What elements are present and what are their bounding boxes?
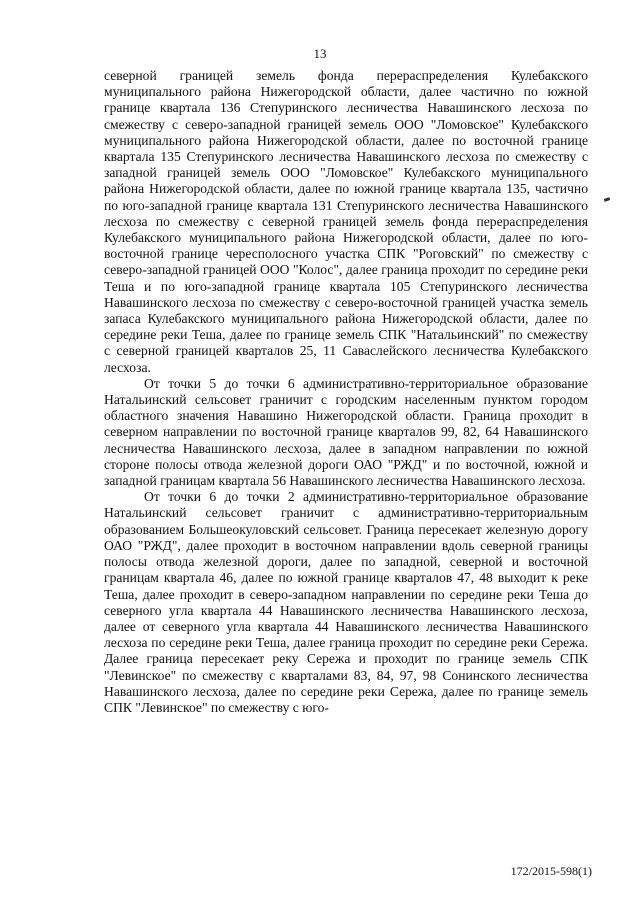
margin-mark xyxy=(604,197,611,202)
document-body xyxy=(104,68,588,716)
paragraph-continuation: северной границей земель фонда перераспределения Кулебакского муниципального района Нижегородской области, далее частично по южной границе квартала 136 Степуринского лесничества Навашинского лесхоза по смежеству с северо-западной границей земель ООО "Ломовское" Кулебакского муниципального района Нижегородской области, далее по восточной границе квартала 135 Степуринского лесничества Навашинского лесхоза по смежеству с западной границей земель ООО "Ломовское" Кулебакского муниципального района Нижегородской области, далее по южной границе квартала 135, частично по юго-западной границе квартала 131 Степуринского лесничества Навашинского лесхоза по смежеству с северной границей земель фонда перераспределения Кулебакского муниципального района Нижегородской области, далее по юго-восточной границе чересполосного участка СПК "Роговский" по смежеству с северо-западной границей ООО "Колос", далее граница проходит по середине реки Теша и по юго-западной границе квартала 105 Степуринского лесничества Навашинского лесхоза по смежеству с северо-восточной границей участка земель запаса Кулебакского муниципального района Нижегородской области, далее по середине реки Теша, далее по границе земель СПК "Натальинский" по смежеству с северной границей кварталов 25, 11 Саваслейского лесничества Кулебакского лесхоза. xyxy=(104,68,588,375)
page-number: 13 xyxy=(313,46,327,61)
paragraph-point-5-6: От точки 5 до точки 6 административно-территориальное образование Натальинский сельсовет граничит с городским населенным пунктом городом областного значения Навашино Нижегородской области. Граница проходит в северном направлении по восточной границе кварталов 99, 82, 64 Навашинского лесничества Навашинского лесхоза, далее в западном направлении по южной стороне полосы отвода железной дороги ОАО "РЖД" и по восточной, южной и западной границам квартала 56 Навашинского лесничества Навашинского лесхоза. xyxy=(104,375,588,489)
document-code: 172/2015-598(1) xyxy=(510,864,592,878)
paragraph-point-6-2: От точки 6 до точки 2 административно-территориальное образование Натальинский сельсовет граничит с административно-территориальным образованием Большеокуловский сельсовет. Граница пересекает железную дорогу ОАО "РЖД", далее проходит в восточном направлении вдоль северной границы полосы отвода железной дороги, далее по западной, северной и восточной границам квартала 46, далее по южной границе кварталов 47, 48 выходит к реке Теша, далее проходит в северо-западном направлении по середине реки Теша до северного угла квартала 44 Навашинского лесничества Навашинского лесхоза, далее от северного угла квартала 44 Навашинского лесничества Навашинского лесхоза по середине реки Теша, далее граница проходит по середине реки Сережа. Далее граница пересекает реку Сережа и проходит по границе земель СПК "Левинское" по смежеству с кварталами 83, 84, 97, 98 Сонинского лесничества Навашинского лесхоза, далее по середине реки Сережа, далее по границе земель СПК "Левинское" по смежеству с юго- xyxy=(104,489,588,715)
